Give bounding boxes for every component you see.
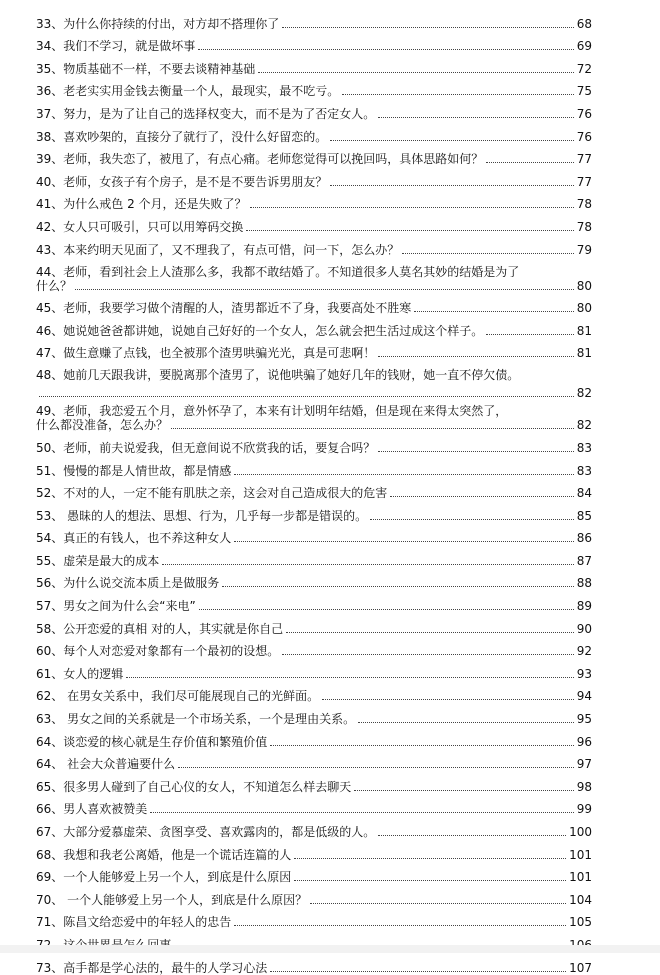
toc-entry-title: [36, 802, 147, 816]
toc-entry-number: 35、: [36, 61, 64, 76]
toc-entry-text: 她前几天跟我讲，要脱离那个渣男了，说他哄骗了她好几年的钱财，她一直不停欠债。: [63, 368, 520, 383]
toc-entry-text: 一个人能够爱上另一个人，到底是什么原因: [63, 870, 292, 885]
toc-entry-title: [36, 509, 367, 523]
toc-page-number: 72: [576, 61, 592, 76]
toc-entry-title: [36, 324, 483, 338]
toc-entry-text: 老师，我失恋了，被甩了，有点心痛。老师您觉得可以挽回吗，具体思路如何？: [63, 152, 484, 167]
toc-entry-number: 38、: [36, 129, 64, 144]
toc-entry-number: 52、: [36, 486, 64, 501]
toc-page-number: 104: [569, 892, 592, 907]
toc-entry-title: [36, 486, 387, 500]
toc-dot-leader: [378, 835, 566, 836]
toc-entry-title: [36, 735, 267, 749]
toc-entry[interactable]: [36, 771, 592, 794]
toc-dot-leader: [354, 790, 573, 791]
toc-page-number: 86: [576, 531, 592, 546]
toc-dot-leader: [294, 858, 566, 859]
toc-page-number: 85: [576, 508, 592, 523]
toc-entry-title: [36, 84, 339, 98]
toc-dot-leader: [286, 632, 574, 633]
toc-entry-title: [36, 39, 195, 53]
toc-entry-number: 66、: [36, 802, 64, 817]
toc-entry-title: [36, 464, 231, 478]
toc-dot-leader: [246, 230, 573, 231]
toc-page-number: 77: [576, 174, 592, 189]
toc-entry-text: 男人喜欢被赞美: [63, 802, 148, 817]
toc-entry[interactable]: [36, 211, 592, 234]
toc-page-number: 93: [576, 666, 592, 681]
toc-entry-number: 34、: [36, 39, 64, 54]
toc-entry-text: 为什么戒色 2 个月，还是失败了？: [63, 197, 247, 212]
toc-entry-title: [36, 644, 279, 658]
toc-entry-title: [36, 265, 519, 279]
toc-entry-number: 51、: [36, 463, 64, 478]
toc-entry-number: 71、: [36, 915, 64, 930]
toc-dot-leader: [322, 699, 574, 700]
toc-dot-leader: [310, 903, 566, 904]
toc-dot-leader: [270, 971, 566, 972]
toc-entry-text: 她说她爸爸都讲她，说她自己好好的一个女人，怎么就会把生活过成这个样子。: [63, 323, 484, 338]
toc-page-number: 88: [576, 576, 592, 591]
toc-page-number: 83: [576, 440, 592, 455]
toc-entry-number: 58、: [36, 621, 64, 636]
toc-entry[interactable]: [36, 703, 592, 726]
toc-entry-number: 64、: [36, 734, 64, 749]
toc-entry-title: [36, 441, 375, 455]
toc-dot-leader: [330, 140, 573, 141]
toc-entry-text: 愚昧的人的想法、思想、行为，几乎每一步都是错误的。: [63, 508, 368, 523]
toc-entry[interactable]: [36, 816, 592, 839]
toc-page-number: 84: [576, 486, 592, 501]
toc-entry-title: [36, 848, 291, 862]
toc-entry-text: 大部分爱慕虚荣、贪图享受、喜欢露肉的，都是低级的人。: [63, 825, 376, 839]
toc-dot-leader: [486, 162, 573, 163]
toc-entry[interactable]: [36, 952, 592, 975]
toc-entry[interactable]: [36, 884, 592, 907]
toc-entry-text: 不对的人，一定不能有肌肤之亲，这会对自己造成很大的危害: [63, 486, 388, 501]
toc-entry-number: 37、: [36, 106, 64, 121]
toc-dot-leader: [250, 207, 574, 208]
toc-page-number: 82: [576, 386, 592, 401]
toc-dot-leader: [342, 94, 573, 95]
toc-dot-leader: [171, 428, 574, 429]
toc-dot-leader: [486, 334, 573, 335]
toc-entry-number: 64、: [36, 757, 64, 772]
toc-entry-title: [36, 599, 196, 613]
toc-entry-number: 69、: [36, 870, 64, 885]
toc-page-number: 75: [576, 84, 592, 99]
toc-entry[interactable]: [36, 794, 592, 817]
toc-dot-leader: [378, 356, 573, 357]
toc-dot-leader: [402, 253, 573, 254]
toc-entry-number: 39、: [36, 152, 64, 167]
toc-entry[interactable]: [36, 257, 592, 293]
toc-page-number: 101: [569, 847, 592, 862]
toc-dot-leader: [178, 767, 574, 768]
toc-entry-text-continued: 什么？: [36, 278, 73, 293]
toc-entry-title: [36, 107, 375, 121]
toc-entry-text: 慢慢的都是人情世故，都是情感: [63, 463, 232, 478]
toc-entry-text: 谈恋爱的核心就是生存价值和繁殖价值: [63, 734, 268, 749]
toc-entry[interactable]: [36, 144, 592, 167]
toc-entry-number: 47、: [36, 346, 64, 361]
toc-dot-leader: [294, 880, 566, 881]
toc-dot-leader: [378, 117, 573, 118]
toc-entry-title: [36, 757, 175, 771]
toc-dot-leader: [126, 677, 573, 678]
toc-entry[interactable]: [36, 839, 592, 862]
toc-entry-title: [36, 404, 507, 418]
toc-entry-title: [36, 893, 307, 907]
toc-page-number: 76: [576, 129, 592, 144]
toc-entry-text: 喜欢吵架的，直接分了就行了，没什么好留恋的。: [63, 129, 328, 144]
toc-dot-leader: [198, 49, 573, 50]
toc-entry-title: [36, 243, 399, 257]
toc-entry[interactable]: [36, 726, 592, 749]
toc-page-number: 80: [576, 301, 592, 316]
toc-page-number: 80: [576, 278, 592, 293]
toc-entry-title: [36, 130, 327, 144]
toc-entry-number: 65、: [36, 779, 64, 794]
toc-page-number: 95: [576, 712, 592, 727]
toc-page-number: 101: [569, 870, 592, 885]
toc-dot-leader: [370, 519, 574, 520]
toc-entry-text: 老老实实用金钱去衡量一个人，最现实，最不吃亏。: [63, 84, 340, 99]
toc-entry-text: 为什么你持续的付出，对方却不搭理你了: [63, 16, 280, 31]
toc-dot-leader: [234, 474, 573, 475]
page-bottom-band: [0, 945, 660, 953]
toc-entry[interactable]: [36, 613, 592, 636]
toc-page-number: 99: [576, 802, 592, 817]
toc-entry[interactable]: [36, 545, 592, 568]
toc-entry[interactable]: [36, 31, 592, 54]
toc-entry-text: 虚荣是最大的成本: [63, 553, 160, 568]
toc-entry[interactable]: [36, 681, 592, 704]
toc-entry-text: 真正的有钱人，也不养这种女人: [63, 531, 232, 546]
toc-page-number: 69: [576, 39, 592, 54]
toc-dot-leader: [234, 925, 566, 926]
toc-entry[interactable]: [36, 189, 592, 212]
toc-entry-text: 一个人能够爱上另一个人，到底是什么原因？: [63, 892, 308, 907]
toc-entry-text: 为什么说交流本质上是做服务: [63, 576, 220, 591]
toc-page-number: 90: [576, 621, 592, 636]
toc-entry-text: 高手都是学心法的，最牛的人学习心法: [63, 960, 268, 975]
toc-dot-leader: [282, 27, 573, 28]
toc-entry-title: [36, 780, 351, 794]
toc-entry-text: 社会大众普遍要什么: [63, 757, 176, 772]
toc-entry-number: 62、: [36, 689, 64, 704]
toc-dot-leader: [378, 451, 573, 452]
toc-entry-text: 女人的逻辑: [63, 666, 124, 681]
toc-entry-number: 55、: [36, 553, 64, 568]
toc-entry-number: 50、: [36, 440, 64, 455]
toc-dot-leader: [150, 812, 573, 813]
toc-page-number: 100: [569, 825, 592, 839]
toc-entry-text: 男女之间的关系就是一个市场关系，一个是理由关系。: [63, 712, 356, 727]
toc-page-number: 94: [576, 689, 592, 704]
toc-entry-title: [36, 301, 411, 315]
toc-entry-text: 老师，女孩子有个房子，是不是不要告诉男朋友？: [63, 174, 328, 189]
toc-entry-number: 43、: [36, 242, 64, 257]
toc-entry-text: 陈昌文给恋爱中的年轻人的忠告: [63, 915, 232, 930]
toc-page-number: 81: [576, 323, 592, 338]
toc-entry[interactable]: [36, 568, 592, 591]
toc-entry[interactable]: [36, 432, 592, 455]
toc-entry-title: [36, 870, 291, 884]
toc-entry[interactable]: [36, 455, 592, 478]
toc-page-number: 96: [576, 734, 592, 749]
toc-dot-leader: [330, 185, 573, 186]
toc-dot-leader: [358, 722, 574, 723]
toc-entry-text: 我想和我老公离婚，他是一个谎话连篇的人: [63, 847, 292, 862]
toc-entry-title: [36, 576, 219, 590]
toc-entry-title: [36, 554, 159, 568]
toc-dot-leader: [222, 586, 573, 587]
toc-entry[interactable]: [36, 53, 592, 76]
toc-entry-text: 老师，前夫说爱我，但无意间说不欣赏我的话，要复合吗？: [63, 440, 376, 455]
toc-entry-title: [36, 175, 327, 189]
toc-entry-number: 60、: [36, 644, 64, 659]
toc-entry-number: 48、: [36, 368, 64, 383]
toc-page-number: 78: [576, 197, 592, 212]
toc-entry-number: 33、: [36, 16, 64, 31]
toc-entry[interactable]: [36, 862, 592, 885]
toc-entry[interactable]: [36, 76, 592, 99]
toc-entry-title: [36, 531, 231, 545]
toc-entry-number: 36、: [36, 84, 64, 99]
toc-entry-title: [36, 667, 123, 681]
toc-page-number: 89: [576, 599, 592, 614]
toc-entry-number: 57、: [36, 599, 64, 614]
toc-entry[interactable]: [36, 166, 592, 189]
toc-entry-title: [36, 712, 355, 726]
toc-entry-title: [36, 62, 255, 76]
toc-entry-number: 73、: [36, 960, 64, 975]
toc-entry[interactable]: [36, 500, 592, 523]
toc-page-number: 81: [576, 346, 592, 361]
toc-entry-title: [36, 689, 319, 703]
toc-page-number: 107: [569, 960, 592, 975]
toc-entry-text: 我们不学习，就是做坏事: [63, 39, 196, 54]
toc-entry[interactable]: [36, 478, 592, 501]
toc-entry-text: 在男女关系中，我们尽可能展现自己的光鲜面。: [63, 689, 320, 704]
toc-page-number: 98: [576, 779, 592, 794]
toc-entry-title: [36, 197, 247, 211]
toc-entry-number: 41、: [36, 197, 64, 212]
toc-entry-title: [36, 152, 483, 166]
toc-dot-leader: [414, 311, 573, 312]
toc-entry-title: [36, 915, 231, 929]
toc-entry-title: [36, 346, 375, 360]
toc-page-number: 77: [576, 152, 592, 167]
toc-entry-text: 每个人对恋爱对象都有一个最初的设想。: [63, 644, 280, 659]
toc-page-number: 105: [569, 915, 592, 930]
table-of-contents: [36, 8, 592, 975]
toc-entry[interactable]: [36, 8, 592, 31]
toc-entry-text: 女人只可吸引，只可以用筹码交换: [63, 219, 244, 234]
toc-dot-leader: [282, 654, 573, 655]
toc-entry-text: 老师，我要学习做个清醒的人，渣男都近不了身，我要高处不胜寒: [63, 301, 412, 316]
toc-entry-title: [36, 368, 519, 382]
toc-entry-title: [36, 825, 375, 839]
toc-entry-text: 公开恋爱的真相 对的人，其实就是你自己: [63, 621, 284, 636]
toc-entry-number: 61、: [36, 666, 64, 681]
toc-page-number: 82: [576, 418, 592, 433]
toc-dot-leader: [390, 496, 573, 497]
toc-page-number: 92: [576, 644, 592, 659]
toc-entry-text: 本来约明天见面了，又不理我了，有点可惜，问一下，怎么办？: [63, 242, 400, 257]
toc-entry-text: 男女之间为什么会“来电”: [63, 599, 196, 614]
toc-entry-number: 46、: [36, 323, 64, 338]
toc-entry[interactable]: [36, 396, 592, 432]
toc-entry[interactable]: [36, 523, 592, 546]
toc-entry[interactable]: [36, 293, 592, 316]
toc-entry-number: 70、: [36, 892, 64, 907]
toc-entry[interactable]: [36, 121, 592, 144]
toc-entry-title: [36, 220, 243, 234]
toc-entry-text: 努力，是为了让自己的选择权变大，而不是为了否定女人。: [63, 106, 376, 121]
toc-entry-number: 53、: [36, 508, 64, 523]
toc-entry[interactable]: [36, 315, 592, 338]
toc-entry-number: 68、: [36, 847, 64, 862]
toc-page-number: 97: [576, 757, 592, 772]
toc-dot-leader: [270, 745, 573, 746]
toc-page-number: 87: [576, 553, 592, 568]
toc-entry-text: 老师，我恋爱五个月，意外怀孕了，本来有计划明年结婚，但是现在来得太突然了，: [63, 404, 508, 419]
toc-entry[interactable]: [36, 636, 592, 659]
toc-entry-number: 49、: [36, 404, 64, 419]
toc-entry[interactable]: [36, 360, 592, 401]
toc-entry-title: [36, 17, 279, 31]
toc-entry[interactable]: [36, 590, 592, 613]
toc-dot-leader: [162, 564, 573, 565]
toc-dot-leader: [75, 289, 574, 290]
toc-dot-leader: [39, 396, 574, 397]
toc-dot-leader: [258, 72, 573, 73]
toc-entry-title: [36, 622, 283, 636]
toc-page-number: 78: [576, 219, 592, 234]
toc-entry-text: 老师，看到社会上人渣那么多，我都不敢结婚了。不知道很多人莫名其妙的结婚是为了: [63, 264, 520, 279]
toc-page-number: 83: [576, 463, 592, 478]
toc-entry[interactable]: [36, 749, 592, 772]
toc-dot-leader: [199, 609, 574, 610]
toc-entry-number: 67、: [36, 825, 64, 839]
toc-entry-text: 做生意赚了点钱，也全被那个渣男哄骗光光，真是可悲啊！: [63, 346, 376, 361]
toc-entry-text: 很多男人碰到了自己心仪的女人，不知道怎么样去聊天: [63, 779, 352, 794]
toc-page-number: 76: [576, 106, 592, 121]
toc-entry-number: 63、: [36, 712, 64, 727]
toc-entry-number: 45、: [36, 301, 64, 316]
toc-entry[interactable]: [36, 234, 592, 257]
toc-entry[interactable]: [36, 338, 592, 361]
toc-page-number: 79: [576, 242, 592, 257]
toc-page-number: 68: [576, 16, 592, 31]
toc-entry-number: 40、: [36, 174, 64, 189]
toc-entry-number: 54、: [36, 531, 64, 546]
toc-entry[interactable]: [36, 98, 592, 121]
toc-entry-number: 56、: [36, 576, 64, 591]
toc-entry-text-continued: 什么都没准备，怎么办？: [36, 418, 169, 433]
toc-entry[interactable]: [36, 658, 592, 681]
toc-dot-leader: [234, 541, 573, 542]
toc-entry[interactable]: [36, 907, 592, 930]
toc-entry-number: 42、: [36, 219, 64, 234]
toc-entry-text: 物质基础不一样，不要去谈精神基础: [63, 61, 256, 76]
toc-entry-title: [36, 961, 267, 975]
toc-entry-number: 44、: [36, 264, 64, 279]
